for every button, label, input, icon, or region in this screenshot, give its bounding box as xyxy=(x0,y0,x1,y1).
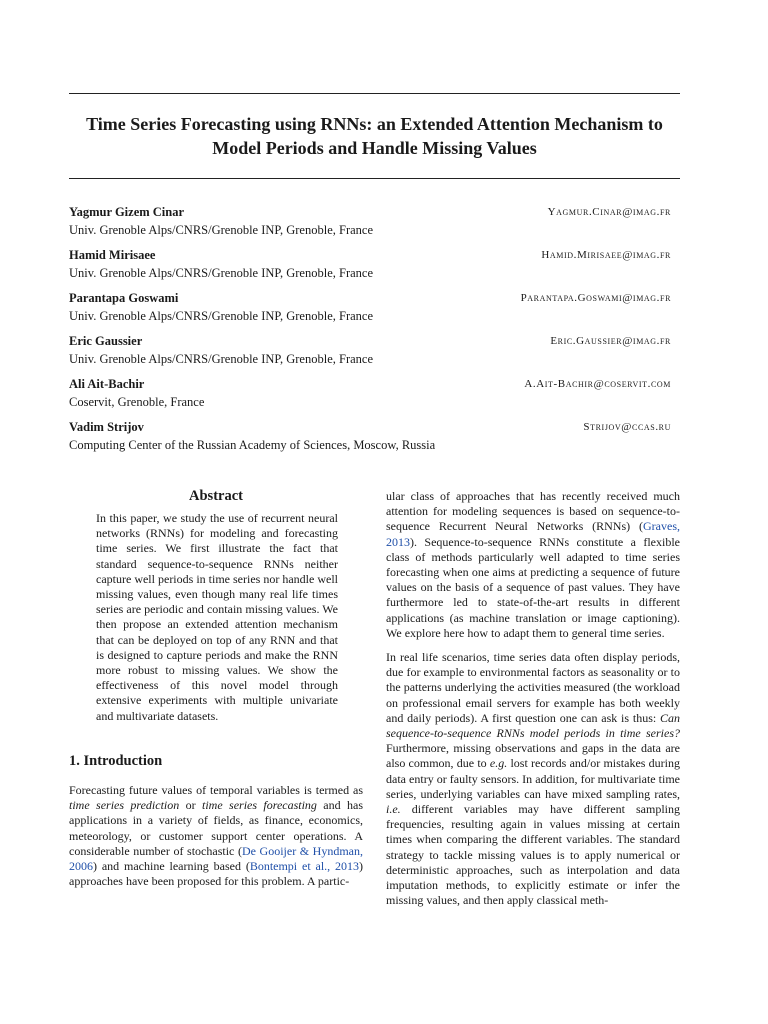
top-rule xyxy=(69,93,680,94)
paragraph-text: and has applications in a variety of fields, as finance, economics, meteorology, or customer support center operations. A considerable number of stochastic ( xyxy=(69,798,363,858)
author-affiliation: Univ. Grenoble Alps/CNRS/Grenoble INP, Grenoble, France xyxy=(69,352,374,366)
author-block xyxy=(69,290,671,324)
emphasis-text: time series forecasting xyxy=(202,798,317,813)
author-affiliation: Univ. Grenoble Alps/CNRS/Grenoble INP, Grenoble, France xyxy=(69,223,374,237)
emphasis-text: e.g. xyxy=(489,756,508,771)
abstract-heading: Abstract xyxy=(189,488,243,504)
citation-link[interactable]: De Gooijer & Hyndman, 2006 xyxy=(69,843,364,874)
author-block xyxy=(69,247,671,281)
author-email[interactable]: Eric.Gaussier@imag.fr xyxy=(550,335,671,347)
right-column xyxy=(386,489,680,908)
author-email[interactable]: Yagmur.Cinar@imag.fr xyxy=(547,206,671,218)
author-affiliation: Univ. Grenoble Alps/CNRS/Grenoble INP, Grenoble, France xyxy=(69,266,374,280)
paragraph xyxy=(69,783,363,889)
emphasis-text: time series prediction xyxy=(69,798,180,813)
paragraph-text: In real life scenarios, time series data often display periods, due for example to environmental factors as seasonality or to the patterns underlying the activities measured (the workload on professional email servers for example has both weekly and daily periods). A first question one can ask is thus: xyxy=(386,650,680,725)
paragraph xyxy=(386,489,680,641)
author-affiliation: Computing Center of the Russian Academy of Sciences, Moscow, Russia xyxy=(69,438,436,452)
author-name: Eric Gaussier xyxy=(69,334,143,348)
paragraph-text: different variables may have different sampling frequencies, resulting again in values missing at certain times when comparing the different variables. The standard strategy to tackle missing values is to apply numerical or deterministic approaches, such as interpolation and data imputation methods, to explicitly estimate or infer the missing values, and then apply classical meth- xyxy=(386,802,680,908)
title-line-2: Model Periods and Handle Missing Values xyxy=(212,138,537,158)
author-block xyxy=(69,376,671,410)
paragraph-text: or xyxy=(179,798,202,813)
paragraph xyxy=(386,650,680,908)
author-block xyxy=(69,333,671,367)
paragraph-text: lost records and/or mistakes during data entry or faulty sensors. In addition, for multivariate time series, underlying variables can have mixed sampling rates, xyxy=(386,756,681,801)
paragraph-text: ) and machine learning based ( xyxy=(93,859,250,874)
paper-title xyxy=(69,112,680,160)
author-name: Vadim Strijov xyxy=(69,420,144,434)
citation-link[interactable]: Bontempi et al., 2013 xyxy=(249,859,359,874)
title-bottom-rule xyxy=(69,178,680,179)
paragraph-text: Furthermore, missing observations and gaps in the data are also common, due to xyxy=(386,741,680,771)
paragraph-text: ). Sequence-to-sequence RNNs constitute a flexible class of methods particularly well adapted to time series forecasting when one aims at predicting a sequence of future values on the basis of a sequence of past values. They have furthermore led to state-of-the-art results in different applications (as machine translation or image captioning). We explore here how to adapt them to general time series. xyxy=(386,534,680,640)
author-email[interactable]: Strijov@ccas.ru xyxy=(583,421,671,433)
author-email[interactable]: Hamid.Mirisaee@imag.fr xyxy=(541,249,671,261)
section-heading-introduction: 1. Introduction xyxy=(69,753,163,769)
paragraph-text: Forecasting future values of temporal variables is termed as xyxy=(69,783,363,797)
author-block xyxy=(69,419,671,453)
emphasis-text: Can sequence-to-sequence RNNs model periods in time series? xyxy=(386,710,680,741)
title-line-1: Time Series Forecasting using RNNs: an Extended Attention Mechanism to xyxy=(86,114,663,134)
author-name: Ali Ait-Bachir xyxy=(69,377,145,391)
author-affiliation: Coservit, Grenoble, France xyxy=(69,395,205,409)
author-email[interactable]: Parantapa.Goswami@imag.fr xyxy=(520,292,671,304)
author-name: Hamid Mirisaee xyxy=(69,248,156,262)
author-email[interactable]: A.Ait-Bachir@coservit.com xyxy=(524,378,671,390)
paragraph-text: ) approaches have been proposed for this problem. A partic- xyxy=(69,859,363,889)
paragraph-text: ular class of approaches that has recently received much attention for modeling sequences is based on sequence-to-sequence Recurrent Neural Networks (RNNs) ( xyxy=(386,489,680,534)
author-block xyxy=(69,204,671,238)
author-affiliation: Univ. Grenoble Alps/CNRS/Grenoble INP, Grenoble, France xyxy=(69,309,374,323)
intro-paragraph-left xyxy=(69,783,363,889)
author-name: Yagmur Gizem Cinar xyxy=(69,205,185,219)
emphasis-text: i.e. xyxy=(386,802,401,817)
author-name: Parantapa Goswami xyxy=(69,291,179,305)
citation-link[interactable]: Graves, 2013 xyxy=(386,519,680,549)
abstract-text: In this paper, we study the use of recurrent neural networks (RNNs) for modeling and forecasting time series. We first illustrate the fact that standard sequence-to-sequence RNNs neither capture well periods in time series nor handle well missing values, even though many real life times series are periodic and contain missing values. We then propose an extended attention mechanism that can be deployed on top of any RNN and that is designed to capture periods and make the RNN more robust to missing values. We show the effectiveness of this novel model through extensive experiments with multiple univariate and multivariate datasets. xyxy=(96,511,338,723)
